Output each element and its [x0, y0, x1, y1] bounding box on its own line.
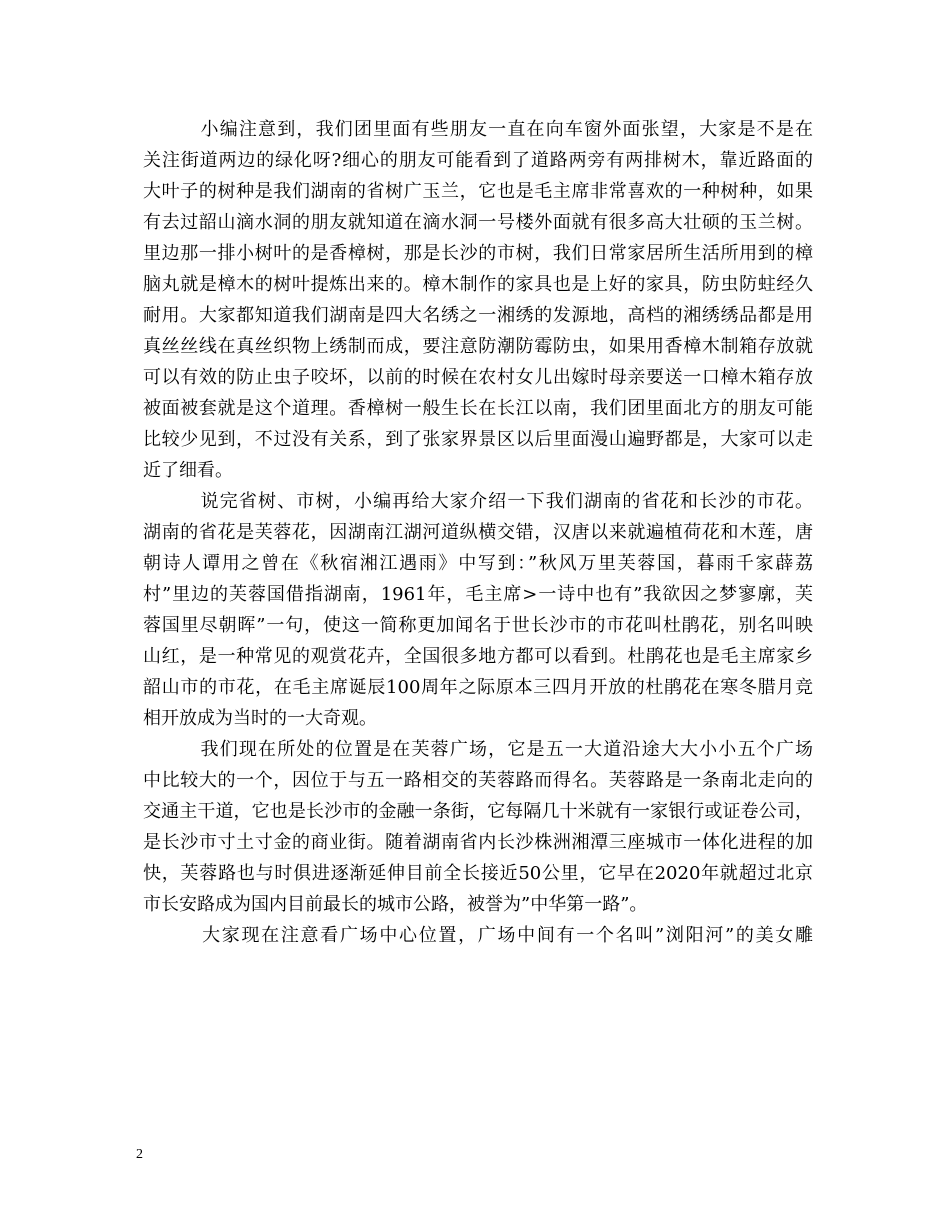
text-line: 交通主干道，它也是长沙市的金融一条街，它每隔几十米就有一家银行或证卷公司， [143, 801, 813, 822]
text-line: 可以有效的防止虫子咬坏，以前的时候在农村女儿出嫁时母亲要送一口樟木箱存放 [143, 367, 813, 388]
text-line: 脑丸就是樟木的树叶提炼出来的。樟木制作的家具也是上好的家具，防虫防蛀经久 [143, 274, 813, 295]
text-line: 快，芙蓉路也与时俱进逐渐延伸目前全长接近50公里，它早在2020年就超过北京 [143, 863, 813, 884]
text-line: 近了细看。 [143, 460, 233, 481]
paragraph-trees [143, 114, 813, 486]
paragraph-furong-square [143, 734, 813, 920]
text-line: 大叶子的树种是我们湖南的省树广玉兰，它也是毛主席非常喜欢的一种树种，如果 [143, 181, 813, 202]
text-line: 相开放成为当时的一大奇观。 [143, 708, 377, 729]
text-line: 湖南的省花是芙蓉花，因湖南江湖河道纵横交错，汉唐以来就遍植荷花和木莲，唐 [143, 522, 813, 543]
text-line: 里边那一排小树叶的是香樟树，那是长沙的市树，我们日常家居所生活所用到的樟 [143, 243, 813, 264]
text-line: 村”里边的芙蓉国借指湖南，1961年，毛主席>一诗中也有”我欲因之梦寥廓，芙 [143, 584, 813, 605]
text-line: 朝诗人谭用之曾在《秋宿湘江遇雨》中写到：”秋风万里芙蓉国，暮雨千家薜荔 [143, 553, 813, 574]
document-body [143, 114, 813, 951]
text-line: 被面被套就是这个道理。香樟树一般生长在长江以南，我们团里面北方的朋友可能 [143, 398, 813, 419]
text-line: 有去过韶山滴水洞的朋友就知道在滴水洞一号楼外面就有很多高大壮硕的玉兰树。 [143, 212, 813, 233]
text-line: 中比较大的一个，因位于与五一路相交的芙蓉路而得名。芙蓉路是一条南北走向的 [143, 770, 813, 791]
text-line: 耐用。大家都知道我们湖南是四大名绣之一湘绣的发源地，高档的湘绣绣品都是用 [143, 305, 813, 326]
text-line: 关注街道两边的绿化呀?细心的朋友可能看到了道路两旁有两排树木，靠近路面的 [143, 150, 813, 171]
paragraph-flowers [143, 486, 813, 734]
text-line: 小编注意到，我们团里面有些朋友一直在向车窗外面张望，大家是不是在 [143, 119, 813, 140]
text-line: 山红，是一种常见的观赏花卉，全国很多地方都可以看到。杜鹃花也是毛主席家乡 [143, 646, 813, 667]
text-line: 真丝丝线在真丝织物上绣制而成，要注意防潮防霉防虫，如果用香樟木制箱存放就 [143, 336, 813, 357]
text-line: 大家现在注意看广场中心位置，广场中间有一个名叫”浏阳河”的美女雕 [143, 925, 813, 946]
text-line: 我们现在所处的位置是在芙蓉广场，它是五一大道沿途大大小小五个广场 [143, 739, 813, 760]
text-line: 蓉国里尽朝晖”一句，使这一简称更加闻名于世长沙市的市花叫杜鹃花，别名叫映 [143, 615, 813, 636]
text-line: 说完省树、市树，小编再给大家介绍一下我们湖南的省花和长沙的市花。 [143, 491, 813, 512]
text-line: 市长安路成为国内目前最长的城市公路，被誉为”中华第一路”。 [143, 894, 648, 915]
paragraph-square-center [143, 920, 813, 951]
text-line: 是长沙市寸土寸金的商业街。随着湖南省内长沙株洲湘潭三座城市一体化进程的加 [143, 832, 813, 853]
text-line: 比较少见到，不过没有关系，到了张家界景区以后里面漫山遍野都是，大家可以走 [143, 429, 813, 450]
text-line: 韶山市的市花，在毛主席诞辰100周年之际原本三四月开放的杜鹃花在寒冬腊月竞 [143, 677, 813, 698]
page-number: 2 [136, 1147, 143, 1162]
